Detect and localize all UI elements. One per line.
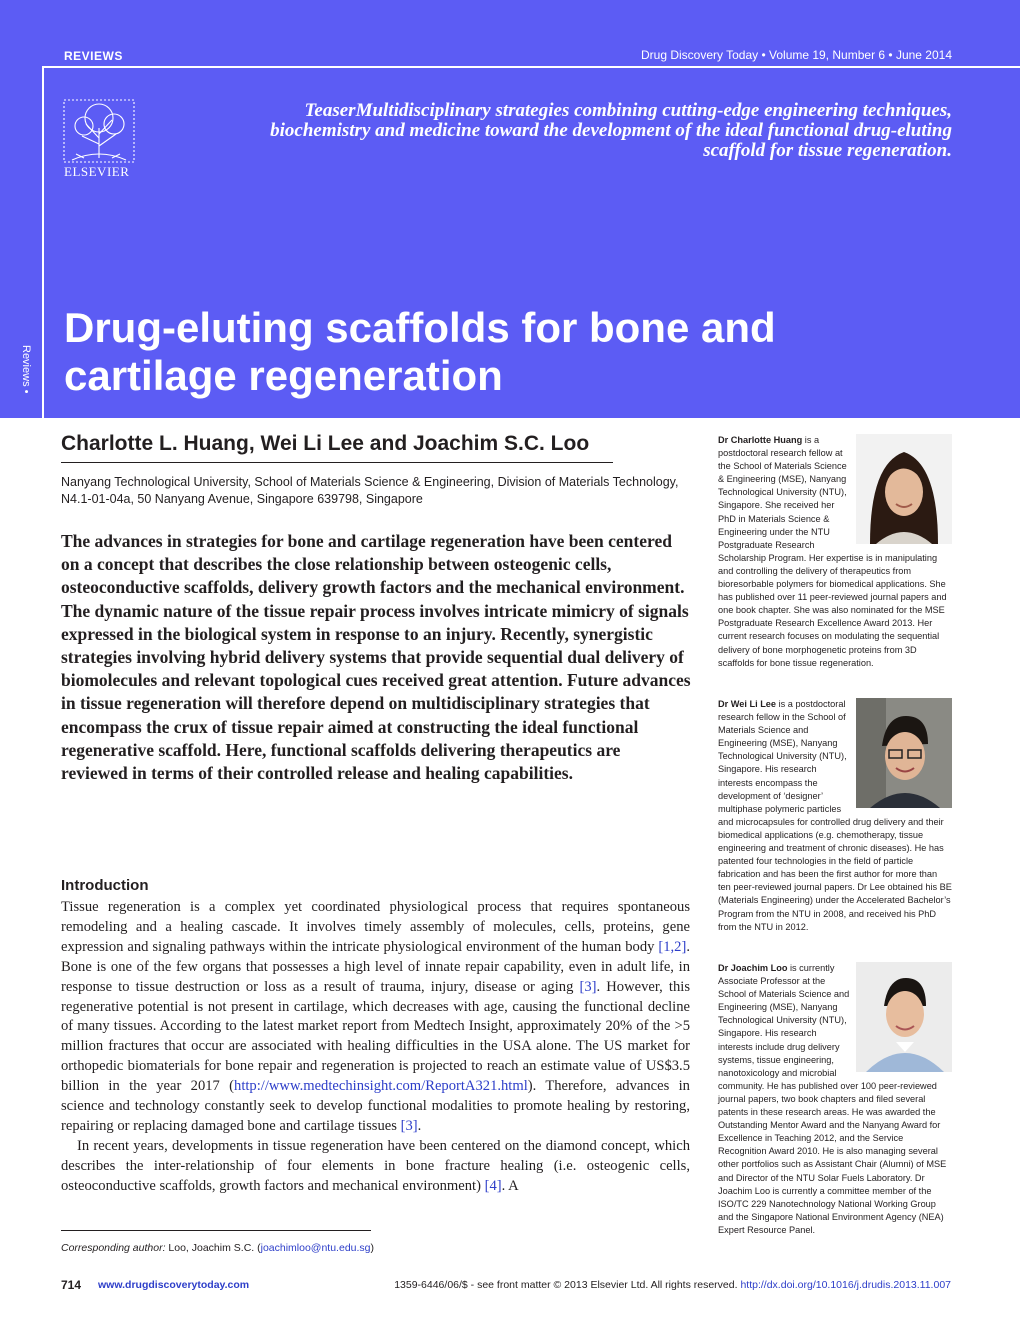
footnote-divider xyxy=(61,1230,371,1231)
bio-name: Dr Wei Li Lee xyxy=(718,699,777,709)
citation-link[interactable]: [4] xyxy=(484,1177,502,1194)
text-run: ). Therefore, advances in science and technology constantly seek to develop functional modalities to promote healing by restoring, repairing or replacing damaged bone and cartilage tissues xyxy=(61,1078,690,1134)
author-bio xyxy=(718,698,952,934)
section-label: REVIEWS xyxy=(64,49,123,63)
side-tab-label: Reviews • xyxy=(20,345,32,394)
running-head: Drug Discovery Today • Volume 19, Number 6 • June 2014 xyxy=(640,48,952,62)
paragraph xyxy=(61,1137,690,1197)
bio-text: is a postdoctoral research fellow at the School of Materials Science & Engineering (MSE), Nanyang Technological University (NTU), Singapore. She received her PhD in Materials Science & Engineering under the NTU Postgraduate Research Scholarship Program. Her expertise is in manipulating and controlling the delivery of therapeutics from bioresorbable polymers for biomedical applications. She has published over 11 peer-reviewed journal papers and one book chapter. She was also nominated for the MSE Postgraduate Research Excellence Award 2013. Her current research focuses on modulating the sequential delivery of bone morphogenetic proteins from 3D scaffolds for bone tissue regeneration. xyxy=(718,435,947,668)
corresponding-author xyxy=(61,1242,374,1254)
citation-link[interactable]: [3] xyxy=(579,978,597,995)
footnote-name: Loo, Joachim S.C. ( xyxy=(165,1242,261,1254)
side-rule xyxy=(42,66,44,418)
bio-text: is currently Associate Professor at the School of Materials Science and Engineering (MSE), Nanyang Technological University (NTU), Singapore. His research interests include drug delivery systems, tissue engineering, nanotoxicology and microbial community. He has published over 100 peer-reviewed journal papers, two book chapters and filed several patents in these research areas. He was awarded the Outstanding Mentor Award and the Nanyang Award for Excellence in Teaching 2012, and the Service Recognition Award 2010. He is also managing several other portfolios such as Assistant Chair (Alumni) of MSE and Director of the NTU Solar Fuels Laboratory. Dr Joachim Loo is currently a committee member of the ISO/TC 229 Nanotechnology National Working Group and the Singapore National Environment Agency (NEA) Expert Resource Panel. xyxy=(718,963,947,1235)
publisher-name: ELSEVIER xyxy=(64,164,130,179)
text-run: Tissue regeneration is a complex yet coordinated physiological process that requires spontaneous remodeling and a healing cascade. It involves timely assembly of molecules, cells, proteins, gene expression and signaling pathways within the intricate physiological environment of the human body xyxy=(61,899,690,955)
report-link[interactable]: http://www.medtechinsight.com/ReportA321.html xyxy=(234,1078,528,1095)
bio-name: Dr Joachim Loo xyxy=(718,963,788,973)
introduction-body xyxy=(61,898,690,1197)
journal-url-link[interactable]: www.drugdiscoverytoday.com xyxy=(98,1279,250,1291)
text-run: . xyxy=(417,1117,422,1134)
bio-text: is a postdoctoral research fellow in the School of Materials Science and Engineering (MSE), Nanyang Technological University (NTU), Singapore. His research interests encompass the development of ‘designer’ multiphase polymeric particles and microcapsules for controlled drug delivery and their biomedical applications (e.g. chemotherapy, tissue engineering and treatment of chronic diseases). He has patented four technologies in the field of particle fabrication and has been the first author for more than ten peer-reviewed journal papers. Dr Lee obtained his BE (Materials Engineering) under the Accelerated Bachelor’s Program from the NTU in 2008, and received his PhD from the NTU in 2012. xyxy=(718,699,952,932)
affiliation: Nanyang Technological University, School of Materials Science & Engineering, Division of Materials Technology, N4.1-01-04a, 50 Nanyang Avenue, Singapore 639798, Singapore xyxy=(61,475,679,506)
text-run: In recent years, developments in tissue regeneration have been centered on the diamond concept, which describes the inter-relationship of four elements in bone fracture healing (i.e. osteogenic cells, osteoconductive scaffolds, growth factors and mechanical environment) xyxy=(61,1137,690,1194)
footnote-label: Corresponding author: xyxy=(61,1242,166,1254)
author-bio xyxy=(718,434,952,670)
side-tab xyxy=(14,345,34,405)
footnote-close: ) xyxy=(370,1242,375,1254)
article-title: Drug-eluting scaffolds for bone and cartilage regeneration xyxy=(64,304,776,399)
paragraph xyxy=(61,898,690,1137)
author-list: Charlotte L. Huang, Wei Li Lee and Joachim S.C. Loo xyxy=(61,432,590,455)
author-divider xyxy=(61,462,613,463)
teaser-text: TeaserMultidisciplinary strategies combining cutting-edge engineering techniques, biochemistry and medicine toward the development of the ideal functional drug-eluting scaffold for tissue regeneration. xyxy=(270,100,952,161)
header-rule xyxy=(42,66,1020,68)
citation-link[interactable]: [1,2] xyxy=(658,938,687,955)
author-photo-huang xyxy=(856,434,952,544)
bio-name: Dr Charlotte Huang xyxy=(718,435,803,445)
page-number: 714 xyxy=(61,1278,82,1292)
copyright-text: 1359-6446/06/$ - see front matter © 2013 Elsevier Ltd. All rights reserved. xyxy=(394,1279,741,1291)
author-photo-lee xyxy=(856,698,952,808)
text-run: . However, this regenerative potential is not present in cartilage, which decreases with age, causing the functional decline of many tissues. According to the latest market report from Medtech Insight, approximately 20% of the >5 million fractures that occur are associated with healing difficulties in the USA alone. The US market for orthopedic biomaterials for bone repair and regeneration is projected to reach an estimate value of US$3.5 billion in the year 2017 ( xyxy=(61,978,690,1095)
text-run: . A xyxy=(501,1177,519,1194)
text-run: . Bone is one of the few organs that possesses a high level of innate repair capability, even in adult life, in response to tissue destruction or loss as a result of trauma, injury, disease or aging xyxy=(61,938,690,995)
copyright-line xyxy=(394,1279,951,1291)
email-link[interactable]: joachimloo@ntu.edu.sg xyxy=(260,1242,371,1254)
doi-link[interactable]: http://dx.doi.org/10.1016/j.drudis.2013.11.007 xyxy=(740,1279,951,1291)
author-photo-loo xyxy=(856,962,952,1072)
abstract: The advances in strategies for bone and cartilage regeneration have been centered on a concept that describes the close relationship between osteogenic cells, osteoconductive scaffolds, delivery growth factors and the mechanical environment. The dynamic nature of the tissue repair process involves intricate mimicry of signals expressed in the biological system in response to an injury. Recently, synergistic strategies involving hybrid delivery systems that provide sequential dual delivery of biomolecules and relevant topological cues received great attention. Future advances in tissue regeneration will therefore depend on multidisciplinary strategies that encompass the crux of tissue repair aimed at constructing the ideal functional regenerative scaffold. Here, functional scaffolds delivering therapeutics are reviewed in terms of their controlled release and healing capabilities. xyxy=(61,531,691,784)
author-bio xyxy=(718,962,952,1237)
citation-link[interactable]: [3] xyxy=(400,1117,418,1134)
section-heading-introduction: Introduction xyxy=(61,877,149,894)
